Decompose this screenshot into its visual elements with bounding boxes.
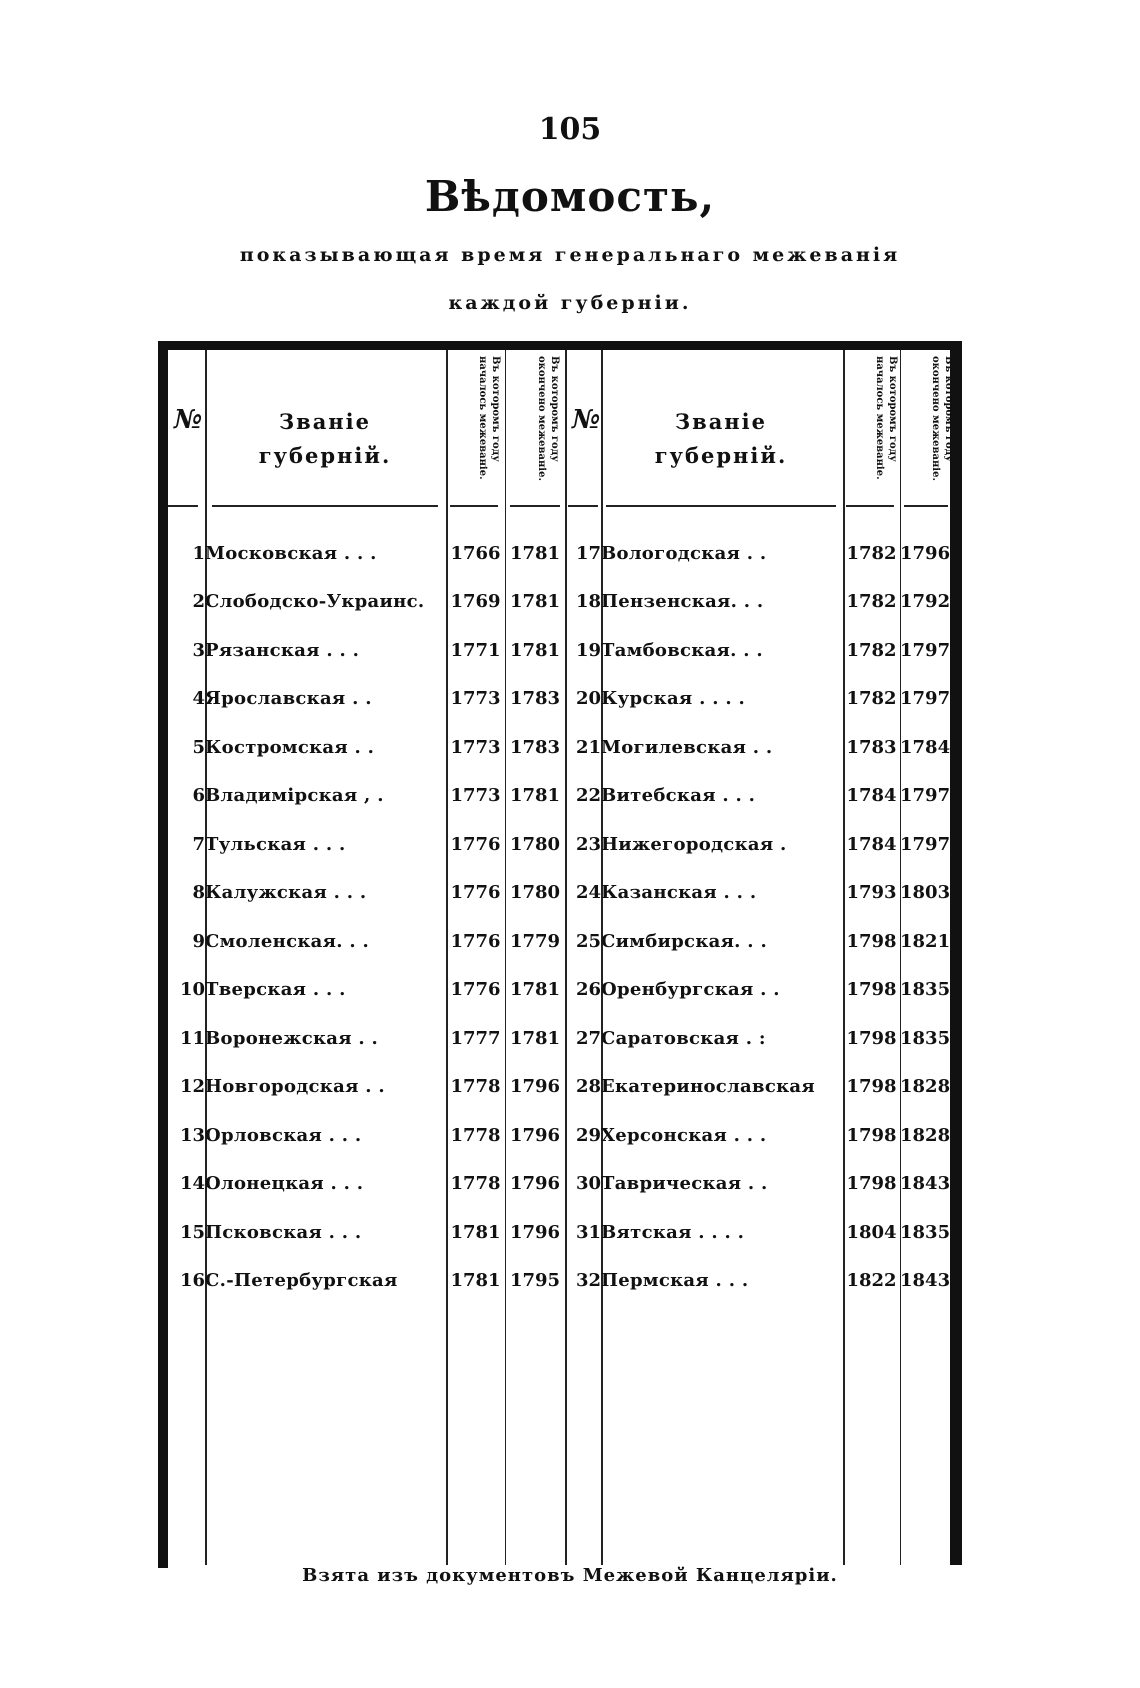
governorate-name: Витебская . . . <box>601 785 756 807</box>
start-year: 1773 <box>450 688 501 710</box>
start-year: 1782 <box>846 591 897 613</box>
table-row <box>168 723 950 772</box>
start-year: 1804 <box>846 1221 897 1243</box>
row-number: 18 <box>575 591 601 613</box>
row-number: 1 <box>192 542 205 564</box>
header-start-year-right: Въ которомъ году началось межеваніе. <box>874 356 898 480</box>
governorate-name: Вологодская . . <box>601 542 767 564</box>
end-year: 1796 <box>509 1076 561 1098</box>
row-number: 10 <box>179 979 205 1001</box>
start-year: 1798 <box>846 930 897 952</box>
end-year: 1780 <box>509 882 561 904</box>
governorate-name: Херсонская . . . <box>601 1124 767 1146</box>
start-year: 1776 <box>450 833 501 855</box>
row-number: 4 <box>192 688 205 710</box>
start-year: 1798 <box>846 1124 897 1146</box>
header-name-left: Званіе губерній. <box>258 409 392 468</box>
start-year: 1798 <box>846 1027 897 1049</box>
row-number: 16 <box>179 1270 205 1292</box>
governorate-name: Саратовская . : <box>601 1027 766 1049</box>
governorate-name: Костромская . . <box>205 736 375 758</box>
governorate-name: Тамбовская. . . <box>601 639 763 661</box>
header-end-year-left: Въ которомъ году окончено межеваніе. <box>536 356 560 481</box>
governorate-name: Олонецкая . . . <box>205 1173 364 1195</box>
row-number: 30 <box>575 1173 601 1195</box>
end-year: 1796 <box>509 1221 561 1243</box>
start-year: 1798 <box>846 1076 897 1098</box>
row-number: 3 <box>192 639 205 661</box>
end-year: 1821 <box>900 930 951 952</box>
governorate-name: Симбирская. . . <box>601 930 768 952</box>
table-row <box>168 1063 950 1112</box>
end-year: 1835 <box>900 979 951 1001</box>
header-separator <box>846 505 894 507</box>
start-year: 1778 <box>450 1076 501 1098</box>
table-row <box>168 578 950 627</box>
header-number-right: № <box>572 405 601 435</box>
governorate-name: Таврическая . . <box>601 1173 768 1195</box>
start-year: 1781 <box>450 1221 501 1243</box>
end-year: 1781 <box>509 785 561 807</box>
row-number: 22 <box>575 785 601 807</box>
row-number: 20 <box>575 688 601 710</box>
governorate-name: Пермская . . . <box>601 1270 749 1292</box>
governorate-name: Вятская . . . . <box>601 1221 745 1243</box>
start-year: 1766 <box>450 542 501 564</box>
governorate-name: Владимірская , . <box>205 785 384 807</box>
start-year: 1782 <box>846 542 897 564</box>
row-number: 5 <box>192 736 205 758</box>
governorate-name: Казанская . . . <box>601 882 757 904</box>
table-row <box>168 1014 950 1063</box>
end-year: 1797 <box>900 833 951 855</box>
start-year: 1773 <box>450 736 501 758</box>
subtitle-line-2: каждой губерніи. <box>448 292 692 314</box>
header-end-year-right: Въ которомъ году окончено межеваніе. <box>930 356 954 481</box>
header-separator <box>904 505 948 507</box>
start-year: 1798 <box>846 1173 897 1195</box>
end-year: 1792 <box>900 591 951 613</box>
governorate-name: Рязанская . . . <box>205 639 360 661</box>
end-year: 1797 <box>900 688 951 710</box>
row-number: 15 <box>179 1221 205 1243</box>
row-number: 25 <box>575 930 601 952</box>
start-year: 1776 <box>450 930 501 952</box>
table-row <box>168 1208 950 1257</box>
end-year: 1796 <box>509 1173 561 1195</box>
header-number-left: № <box>174 405 203 435</box>
table-row <box>168 772 950 821</box>
governorate-name: Екатеринославская <box>601 1076 815 1098</box>
start-year: 1793 <box>846 882 897 904</box>
row-number: 17 <box>575 542 601 564</box>
end-year: 1803 <box>900 882 951 904</box>
header-separator <box>450 505 498 507</box>
start-year: 1778 <box>450 1173 501 1195</box>
end-year: 1828 <box>900 1124 951 1146</box>
governorate-name: Орловская . . . <box>205 1124 362 1146</box>
governorate-name: Московская . . . <box>205 542 377 564</box>
table-row <box>168 820 950 869</box>
governorate-name: Ярославская . . <box>205 688 372 710</box>
start-year: 1783 <box>846 736 897 758</box>
end-year: 1781 <box>509 1027 561 1049</box>
start-year: 1769 <box>450 591 501 613</box>
row-number: 29 <box>575 1124 601 1146</box>
governorate-name: Могилевская . . <box>601 736 773 758</box>
start-year: 1776 <box>450 882 501 904</box>
end-year: 1783 <box>509 688 561 710</box>
governorate-name: Смоленская. . . <box>205 930 370 952</box>
table-row <box>168 869 950 918</box>
start-year: 1784 <box>846 785 897 807</box>
governorate-name: С.-Петербургская <box>205 1270 398 1292</box>
governorate-name: Нижегородская . <box>601 833 787 855</box>
header-separator <box>168 505 198 507</box>
header-name-right: Званіе губерній. <box>654 409 788 468</box>
governorate-name: Слободско-Украинс. <box>205 591 425 613</box>
governorate-name: Новгородская . . <box>205 1076 385 1098</box>
row-number: 7 <box>192 833 205 855</box>
page-number: 105 <box>538 112 602 147</box>
end-year: 1797 <box>900 785 951 807</box>
header-start-year-left: Въ которомъ году началось межеваніе. <box>477 356 501 480</box>
start-year: 1778 <box>450 1124 501 1146</box>
row-number: 12 <box>179 1076 205 1098</box>
row-number: 26 <box>575 979 601 1001</box>
header-separator <box>212 505 438 507</box>
end-year: 1835 <box>900 1221 951 1243</box>
start-year: 1776 <box>450 979 501 1001</box>
row-number: 24 <box>575 882 601 904</box>
table-row <box>168 529 950 578</box>
end-year: 1779 <box>509 930 561 952</box>
table-body <box>168 529 950 1305</box>
table-row <box>168 1160 950 1209</box>
end-year: 1784 <box>900 736 951 758</box>
table-row <box>168 966 950 1015</box>
start-year: 1822 <box>846 1270 897 1292</box>
end-year: 1781 <box>509 639 561 661</box>
row-number: 21 <box>575 736 601 758</box>
start-year: 1782 <box>846 688 897 710</box>
governorate-name: Оренбургская . . <box>601 979 780 1001</box>
end-year: 1780 <box>509 833 561 855</box>
start-year: 1773 <box>450 785 501 807</box>
governorate-name: Псковская . . . <box>205 1221 362 1243</box>
table-row <box>168 626 950 675</box>
row-number: 23 <box>575 833 601 855</box>
row-number: 28 <box>575 1076 601 1098</box>
source-note: Взята изъ документовъ Межевой Канцеляріи. <box>302 1565 838 1586</box>
governorate-name: Воронежская . . <box>205 1027 379 1049</box>
governorate-name: Тверская . . . <box>205 979 346 1001</box>
table-row <box>168 917 950 966</box>
end-year: 1843 <box>900 1270 951 1292</box>
end-year: 1796 <box>509 1124 561 1146</box>
end-year: 1796 <box>900 542 951 564</box>
row-number: 8 <box>192 882 205 904</box>
end-year: 1795 <box>509 1270 561 1292</box>
start-year: 1771 <box>450 639 501 661</box>
header-separator <box>510 505 560 507</box>
row-number: 32 <box>575 1270 601 1292</box>
end-year: 1783 <box>509 736 561 758</box>
start-year: 1777 <box>450 1027 501 1049</box>
end-year: 1797 <box>900 639 951 661</box>
end-year: 1781 <box>509 979 561 1001</box>
end-year: 1843 <box>900 1173 951 1195</box>
governorate-name: Калужская . . . <box>205 882 367 904</box>
subtitle-line-1: показывающая время генеральнаго межеванія <box>239 244 901 266</box>
row-number: 11 <box>179 1027 205 1049</box>
row-number: 27 <box>575 1027 601 1049</box>
start-year: 1784 <box>846 833 897 855</box>
governorate-name: Тульская . . . <box>205 833 346 855</box>
table-right-border <box>950 341 962 1565</box>
row-number: 31 <box>575 1221 601 1243</box>
row-number: 14 <box>179 1173 205 1195</box>
document-title: Вѣдомость, <box>424 172 716 221</box>
row-number: 6 <box>192 785 205 807</box>
start-year: 1782 <box>846 639 897 661</box>
end-year: 1835 <box>900 1027 951 1049</box>
table-row <box>168 675 950 724</box>
row-number: 19 <box>575 639 601 661</box>
governorate-name: Пензенская. . . <box>601 591 764 613</box>
row-number: 2 <box>192 591 205 613</box>
table-row <box>168 1111 950 1160</box>
header-separator <box>606 505 836 507</box>
table-left-border <box>158 341 168 1568</box>
table-row <box>168 1257 950 1306</box>
start-year: 1781 <box>450 1270 501 1292</box>
end-year: 1828 <box>900 1076 951 1098</box>
start-year: 1798 <box>846 979 897 1001</box>
end-year: 1781 <box>509 591 561 613</box>
end-year: 1781 <box>509 542 561 564</box>
row-number: 13 <box>179 1124 205 1146</box>
row-number: 9 <box>192 930 205 952</box>
governorate-name: Курская . . . . <box>601 688 746 710</box>
header-separator <box>568 505 598 507</box>
